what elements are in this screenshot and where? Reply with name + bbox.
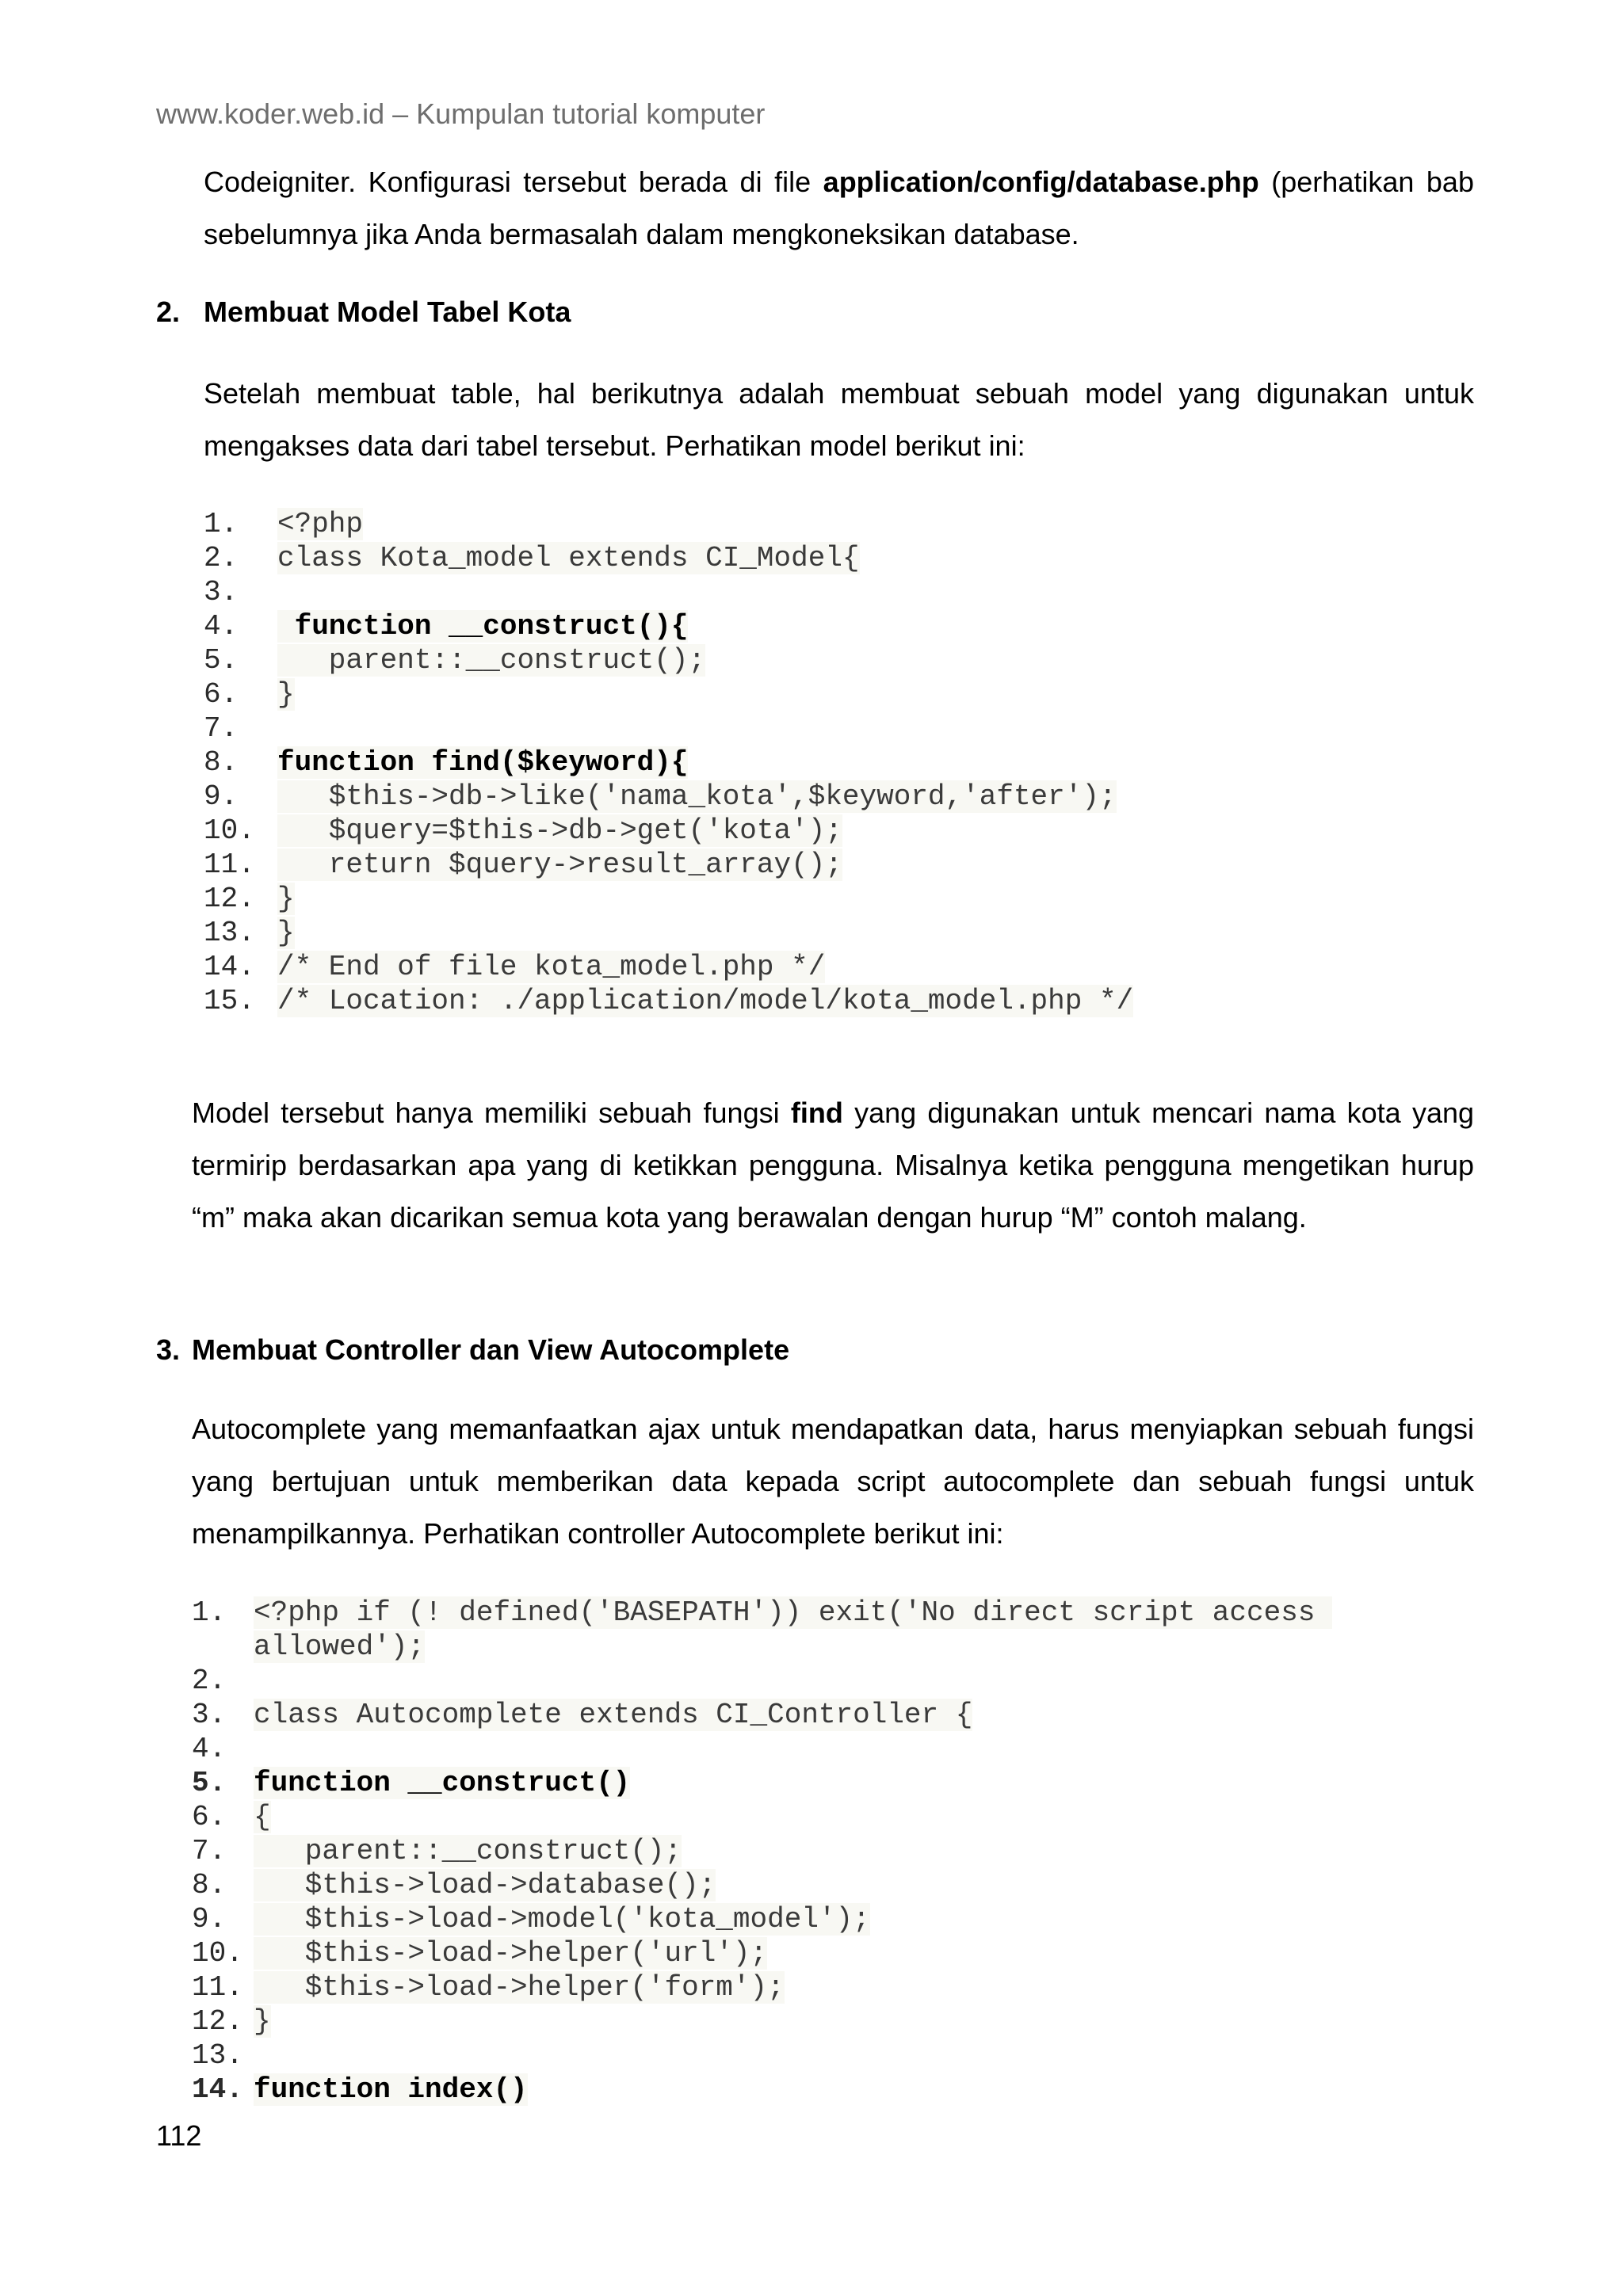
code-line xyxy=(204,916,1133,950)
code-line xyxy=(192,1800,1332,1834)
code-line xyxy=(192,1766,1332,1800)
explanation-text-before: Model tersebut hanya memiliki sebuah fungsi xyxy=(192,1097,791,1129)
code-line-text: { xyxy=(254,1801,271,1833)
code-line-number: 11. xyxy=(204,849,255,881)
code-line-text: } xyxy=(277,883,295,915)
code-line-text: class Kota_model extends CI_Model{ xyxy=(277,542,860,574)
code-line-text: parent::__construct(); xyxy=(254,1835,682,1867)
code-line xyxy=(192,2073,1332,2107)
code-line xyxy=(192,1834,1332,1868)
section-3-heading xyxy=(156,1331,789,1369)
code-line-number: 1. xyxy=(204,508,239,540)
code-line-number: 2. xyxy=(192,1665,227,1697)
section-2-heading xyxy=(156,293,571,331)
code-line-text: $this->load->model('kota_model'); xyxy=(254,1903,870,1936)
code-line xyxy=(204,814,1133,848)
page-header: www.koder.web.id – Kumpulan tutorial komputer xyxy=(156,97,766,130)
code-line-text: $this->load->helper('url'); xyxy=(254,1937,768,1970)
code-line-number: 8. xyxy=(192,1869,227,1901)
explanation-paragraph xyxy=(192,1087,1474,1244)
code-line-number: 9. xyxy=(204,780,239,813)
code-line-text: function index() xyxy=(254,2073,528,2106)
code-line-text: $this->load->helper('form'); xyxy=(254,1971,785,2004)
controller-code-block xyxy=(192,1596,1332,2107)
code-line xyxy=(204,609,1133,643)
code-line-text: /* Location: ./application/model/kota_model.php */ xyxy=(277,985,1134,1017)
code-line xyxy=(192,1596,1332,1630)
section-3-number: 3. xyxy=(156,1333,181,1366)
code-line xyxy=(192,1868,1332,1902)
code-line-text: <?php xyxy=(277,508,364,540)
code-line-text: } xyxy=(277,678,295,711)
code-line-number: 12. xyxy=(192,2005,243,2038)
code-line xyxy=(204,848,1133,882)
code-line-number: 6. xyxy=(192,1801,227,1833)
code-line xyxy=(192,2039,1332,2073)
code-line xyxy=(204,711,1133,746)
code-line xyxy=(192,1664,1332,1698)
intro-paragraph xyxy=(204,156,1474,261)
model-code-block xyxy=(204,507,1133,1018)
code-line xyxy=(204,643,1133,677)
intro-text-before: Codeigniter. Konfigurasi tersebut berada di file xyxy=(204,166,823,198)
code-line-number: 5. xyxy=(204,644,239,677)
code-line-text: $query=$this->db->get('kota'); xyxy=(277,814,842,847)
code-line-text: } xyxy=(254,2005,271,2038)
section-3-paragraph: Autocomplete yang memanfaatkan ajax untuk mendapatkan data, harus menyiapkan sebuah fungsi yang bertujuan untuk memberikan data kepada script autocomplete dan sebuah fungsi untuk menampilkannya. Perhatikan controller Autocomplete berikut ini: xyxy=(192,1413,1474,1550)
code-line-text: /* End of file kota_model.php */ xyxy=(277,951,826,983)
code-line-number: 3. xyxy=(204,576,239,608)
code-line-number: 9. xyxy=(192,1903,227,1936)
section-2-number: 2. xyxy=(156,296,181,328)
intro-text-after: (perhatikan bab sebelumnya jika Anda bermasalah dalam mengkoneksikan database. xyxy=(204,166,1474,250)
section-2-title: Membuat Model Tabel Kota xyxy=(204,296,571,328)
code-line xyxy=(204,541,1133,575)
code-line-number: 8. xyxy=(204,746,239,779)
code-line xyxy=(192,1630,1332,1664)
code-line-number: 11. xyxy=(192,1971,243,2004)
code-line xyxy=(192,2004,1332,2039)
code-line-number: 6. xyxy=(204,678,239,711)
code-line-text: parent::__construct(); xyxy=(277,644,706,677)
code-line-number: 12. xyxy=(204,883,255,915)
code-line-number: 10. xyxy=(204,814,255,847)
find-function-name: find xyxy=(790,1097,843,1129)
code-line-text: $this->db->like('nama_kota',$keyword,'after'); xyxy=(277,780,1117,813)
code-line xyxy=(204,984,1133,1018)
code-line-text: class Autocomplete extends CI_Controller { xyxy=(254,1699,973,1731)
code-line-number: 13. xyxy=(204,917,255,949)
code-line-number: 10. xyxy=(192,1937,243,1970)
code-line-number: 3. xyxy=(192,1699,227,1731)
code-line xyxy=(204,950,1133,984)
code-line-text: return $query->result_array(); xyxy=(277,849,842,881)
code-line-text: allowed'); xyxy=(254,1630,426,1663)
code-line xyxy=(204,507,1133,541)
code-line-number: 13. xyxy=(192,2039,243,2072)
page-number: 112 xyxy=(156,2119,202,2152)
code-line-number: 1. xyxy=(192,1596,227,1629)
code-line-text: function __construct() xyxy=(254,1767,631,1799)
code-line-text: function __construct(){ xyxy=(277,610,689,643)
code-line-number: 7. xyxy=(204,712,239,745)
code-line-number: 7. xyxy=(192,1835,227,1867)
code-line xyxy=(192,1732,1332,1766)
code-line-text: $this->load->database(); xyxy=(254,1869,716,1901)
code-line xyxy=(204,575,1133,609)
code-line-number: 4. xyxy=(204,610,239,643)
code-line xyxy=(192,1902,1332,1936)
code-line xyxy=(204,780,1133,814)
code-line xyxy=(204,677,1133,711)
section-3-title: Membuat Controller dan View Autocomplete xyxy=(192,1333,790,1366)
code-line-number: 2. xyxy=(204,542,239,574)
section-2-paragraph: Setelah membuat table, hal berikutnya adalah membuat sebuah model yang digunakan untuk mengakses data dari tabel tersebut. Perhatikan model berikut ini: xyxy=(204,377,1474,462)
code-line-text: } xyxy=(277,917,295,949)
code-line xyxy=(192,1970,1332,2004)
explanation-text-after: yang digunakan untuk mencari nama kota yang termirip berdasarkan apa yang di ketikkan pengguna. Misalnya ketika pengguna mengetikan hurup “m” maka akan dicarikan semua kota yang berawalan dengan hurup “M” contoh malang. xyxy=(192,1097,1475,1234)
code-line-text: <?php if (! defined('BASEPATH')) exit('No direct script access xyxy=(254,1596,1333,1629)
code-line xyxy=(192,1698,1332,1732)
code-line-text: function find($keyword){ xyxy=(277,746,689,779)
code-line-number: 15. xyxy=(204,985,255,1017)
code-line xyxy=(204,746,1133,780)
code-line xyxy=(204,882,1133,916)
code-line-number: 14. xyxy=(204,951,255,983)
config-file-path: application/config/database.php xyxy=(823,166,1259,198)
code-line xyxy=(192,1936,1332,1970)
code-line-number: 5. xyxy=(192,1767,227,1799)
code-line-number: 14. xyxy=(192,2073,243,2106)
code-line-number: 4. xyxy=(192,1733,227,1765)
